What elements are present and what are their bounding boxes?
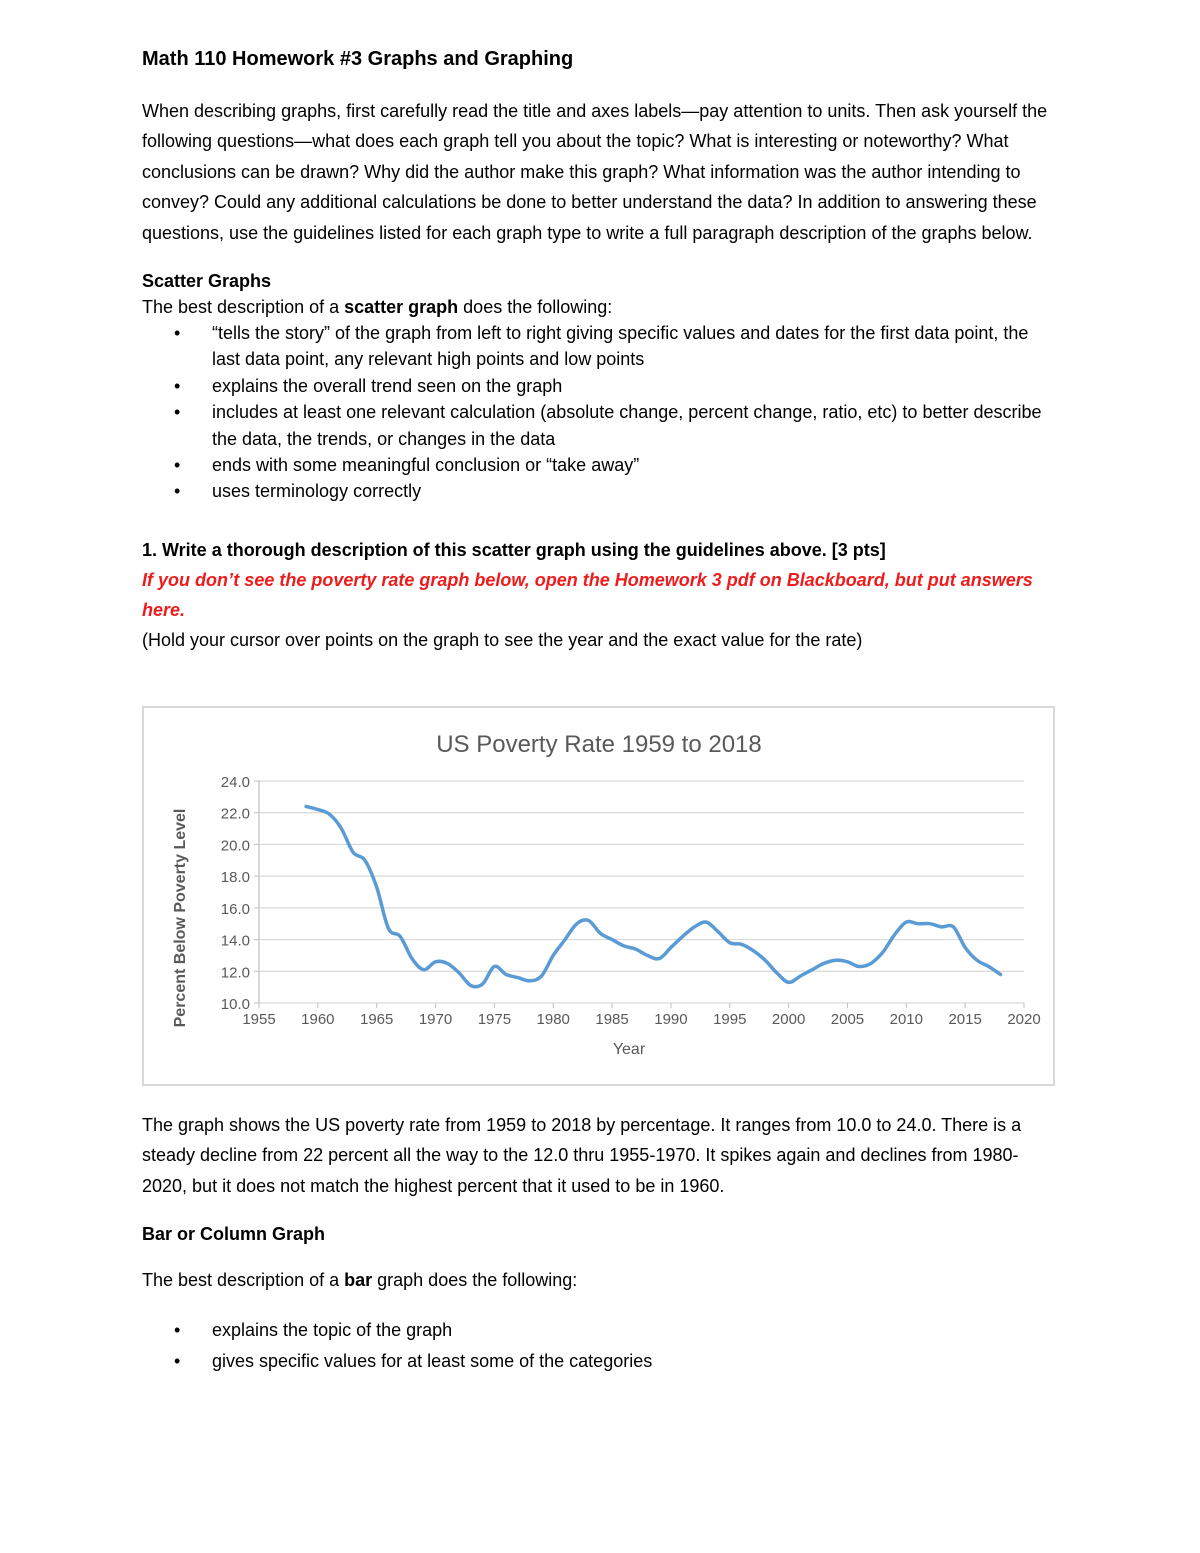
data-point[interactable]	[702, 918, 710, 926]
data-point[interactable]	[938, 923, 946, 931]
bullet-icon: •	[174, 1351, 181, 1372]
x-tick-label: 1985	[595, 1011, 629, 1028]
x-tick-label: 2000	[771, 1011, 806, 1028]
data-point[interactable]	[608, 936, 616, 944]
data-point[interactable]	[385, 925, 393, 933]
question-1-warning: If you don’t see the poverty rate graph below, open the Homework 3 pdf on Blackboard, but put answers here.	[142, 569, 1033, 620]
poverty-rate-chart	[142, 706, 1055, 1086]
data-point[interactable]	[420, 966, 428, 974]
scatter-guidelines-list	[142, 320, 1057, 505]
bullet-icon: •	[174, 375, 181, 396]
x-tick-label: 1975	[477, 1011, 512, 1028]
scatter-description: The best description of a scatter graph does the following:	[142, 297, 613, 318]
y-tick-label: 16.0	[220, 900, 250, 918]
data-point[interactable]	[432, 958, 440, 966]
list-item: • explains the topic of the graph	[142, 1315, 1057, 1346]
data-point[interactable]	[561, 936, 569, 944]
question-1-hint: (Hold your cursor over points on the graph to see the year and the exact value for the rate)	[142, 629, 863, 650]
data-point[interactable]	[961, 944, 969, 952]
list-item: • explains the overall trend seen on the graph	[142, 373, 1057, 399]
chart-svg	[144, 708, 1053, 1084]
data-point[interactable]	[914, 920, 922, 928]
y-tick-label: 20.0	[220, 837, 250, 855]
bullet-icon: •	[174, 481, 181, 502]
data-point[interactable]	[549, 951, 557, 959]
list-item: • “tells the story” of the graph from left to right giving specific values and dates for the first data point, the last data point, any relevant high points and low points	[142, 320, 1057, 373]
data-point[interactable]	[337, 825, 345, 833]
x-tick-label: 2010	[889, 1011, 923, 1028]
x-tick-label: 1955	[242, 1011, 276, 1028]
data-point[interactable]	[314, 806, 322, 814]
x-tick-label: 1970	[418, 1011, 453, 1028]
data-point[interactable]	[985, 963, 993, 971]
data-point[interactable]	[714, 928, 722, 936]
data-point[interactable]	[749, 947, 757, 955]
data-point[interactable]	[490, 963, 498, 971]
data-point[interactable]	[973, 956, 981, 964]
data-point[interactable]	[443, 959, 451, 967]
x-tick-label: 2015	[948, 1011, 982, 1028]
x-tick-label: 1980	[536, 1011, 570, 1028]
data-point[interactable]	[349, 848, 357, 856]
data-point[interactable]	[808, 966, 816, 974]
scatter-heading: Scatter Graphs	[142, 271, 272, 292]
data-point[interactable]	[526, 977, 534, 985]
chart-title: US Poverty Rate 1959 to 2018	[436, 731, 762, 758]
data-point[interactable]	[302, 802, 310, 810]
data-point[interactable]	[620, 942, 628, 950]
data-point[interactable]	[408, 955, 416, 963]
y-tick-label: 12.0	[220, 964, 250, 982]
data-point[interactable]	[632, 945, 640, 953]
question-1-prompt: 1. Write a thorough description of this scatter graph using the guidelines above. [3 pts]	[142, 539, 886, 560]
data-point[interactable]	[502, 971, 510, 979]
data-point[interactable]	[573, 920, 581, 928]
data-point[interactable]	[596, 929, 604, 937]
bar-heading: Bar or Column Graph	[142, 1224, 326, 1245]
question-1-answer: The graph shows the US poverty rate from 1959 to 2018 by percentage. It ranges from 10.0 to 24.0. There is a steady decline from 22 percent all the way to the 12.0 thru 1955-1970. It spikes again and declines from 1980-2020, but it does not match the highest percent that it used to be in 1960.	[142, 1115, 1022, 1196]
y-tick-label: 22.0	[220, 805, 250, 823]
x-axis-label: Year	[612, 1041, 646, 1058]
data-point[interactable]	[667, 944, 675, 952]
data-point[interactable]	[879, 948, 887, 956]
data-point[interactable]	[949, 923, 957, 931]
x-tick-label: 1960	[301, 1011, 335, 1028]
x-tick-label: 1995	[713, 1011, 747, 1028]
data-point[interactable]	[997, 971, 1005, 979]
bullet-icon: •	[174, 455, 181, 476]
data-point[interactable]	[467, 982, 475, 990]
page-title: Math 110 Homework #3 Graphs and Graphing	[142, 48, 574, 70]
data-point[interactable]	[691, 923, 699, 931]
x-tick-label: 2020	[1007, 1011, 1041, 1028]
data-point[interactable]	[902, 918, 910, 926]
x-tick-label: 2005	[830, 1011, 865, 1028]
data-point[interactable]	[538, 972, 546, 980]
data-point[interactable]	[373, 883, 381, 891]
data-point[interactable]	[396, 932, 404, 940]
y-tick-label: 14.0	[220, 932, 250, 950]
intro-paragraph: When describing graphs, first carefully read the title and axes labels—pay attention to units. Then ask yourself the following questions—what does each graph tell you about the topic? What is interesting or noteworthy? What conclusions can be drawn? Why did the author make this graph? What information was the author intending to convey? Could any additional calculations be done to better understand the data? In addition to answering these questions, use the guidelines listed for each graph type to write a full paragraph description of the graphs below.	[142, 101, 1048, 243]
data-point[interactable]	[855, 963, 863, 971]
data-point[interactable]	[761, 956, 769, 964]
data-point[interactable]	[643, 951, 651, 959]
y-tick-label: 18.0	[220, 869, 250, 887]
list-item: • ends with some meaningful conclusion or “take away”	[142, 452, 1057, 478]
data-point[interactable]	[479, 980, 487, 988]
data-point[interactable]	[891, 931, 899, 939]
data-point[interactable]	[514, 974, 522, 982]
data-point[interactable]	[832, 956, 840, 964]
data-point[interactable]	[679, 932, 687, 940]
data-point[interactable]	[655, 955, 663, 963]
list-item: • uses terminology correctly	[142, 478, 1057, 504]
data-point[interactable]	[926, 920, 934, 928]
document-page	[142, 44, 1057, 655]
data-point[interactable]	[455, 969, 463, 977]
data-point[interactable]	[820, 959, 828, 967]
data-point[interactable]	[326, 810, 334, 818]
data-point[interactable]	[785, 978, 793, 986]
x-tick-label: 1990	[654, 1011, 688, 1028]
list-item: • gives specific values for at least some of the categories	[142, 1346, 1057, 1377]
bullet-icon: •	[174, 323, 181, 344]
data-point[interactable]	[738, 940, 746, 948]
data-point[interactable]	[726, 939, 734, 947]
y-tick-label: 24.0	[220, 774, 250, 791]
bullet-icon: •	[174, 1320, 181, 1341]
bar-guidelines-list	[142, 1315, 1057, 1377]
bar-description: The best description of a bar graph does the following:	[142, 1270, 578, 1291]
data-point[interactable]	[361, 856, 369, 864]
bullet-icon: •	[174, 402, 181, 423]
x-tick-label: 1965	[360, 1011, 394, 1028]
data-point[interactable]	[867, 959, 875, 967]
list-item: • includes at least one relevant calculation (absolute change, percent change, ratio, etc) to better describe the data, the trends, or changes in the data	[142, 399, 1057, 452]
data-point[interactable]	[773, 969, 781, 977]
y-tick-label: 10.0	[220, 996, 250, 1013]
y-axis-label: Percent Below Poverty Level	[172, 808, 189, 1028]
data-point[interactable]	[844, 958, 852, 966]
data-point[interactable]	[585, 917, 593, 925]
data-point[interactable]	[796, 972, 804, 980]
